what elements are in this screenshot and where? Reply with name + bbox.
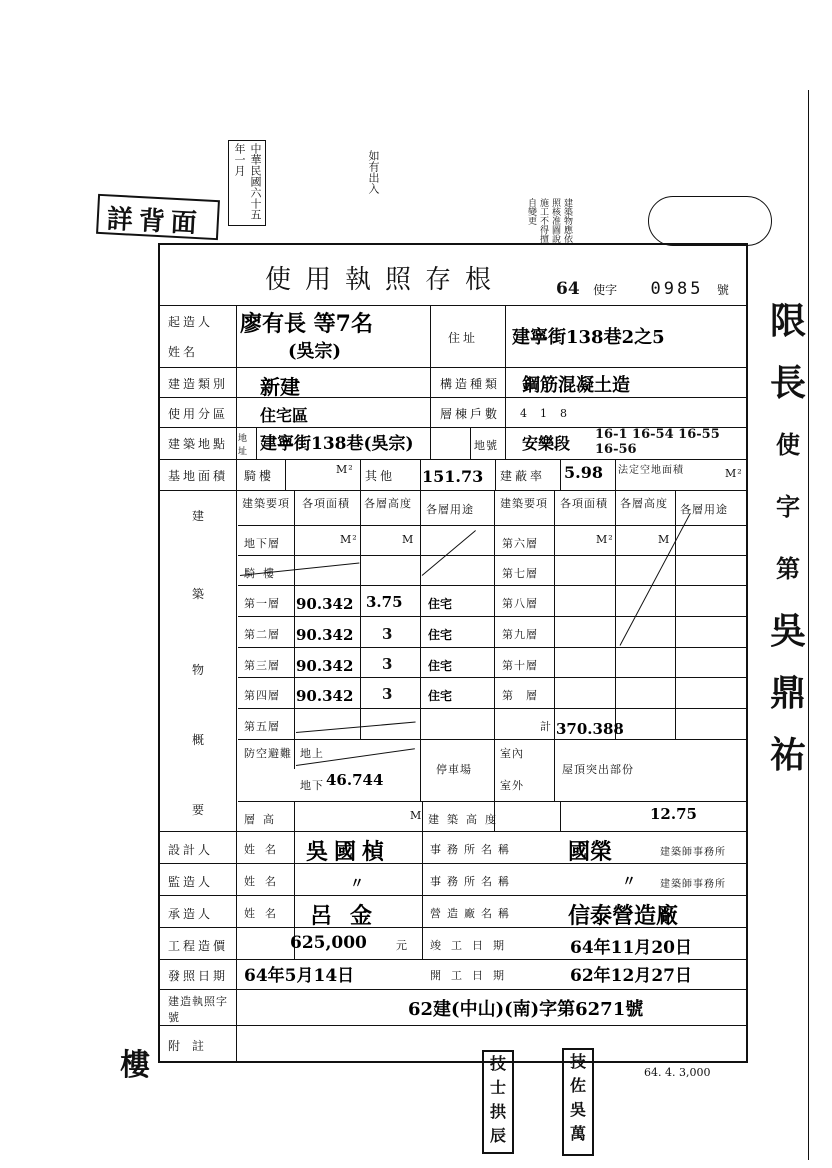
col-area-2: 各項面積 [560, 497, 608, 510]
floor1-area: 90.342 [296, 595, 354, 613]
number-suffix: 號 [716, 283, 729, 297]
top-note-left [228, 140, 266, 226]
floor-4: 第四層 [244, 689, 280, 702]
right-margin-text [758, 290, 818, 786]
unit-m2-r1: M² [340, 533, 358, 546]
label-legal-open: 法定空地面積 [618, 465, 684, 476]
unit-m2-arcade: M² [336, 463, 354, 476]
base-area: 151.73 [422, 467, 484, 486]
unit-m-storey: M [410, 809, 423, 822]
stamp-2-line-1: 技佐 [569, 1052, 586, 1095]
label-supervisor-office: 事務所名稱 [430, 875, 515, 888]
building-type: 新建 [260, 375, 300, 399]
label-building-height: 建築高度 [428, 813, 504, 826]
label-coverage: 建蔽率 [500, 469, 546, 483]
permit-form [158, 243, 748, 1063]
unit-m2-legal: M² [725, 467, 743, 480]
label-site-addr: 地址 [238, 434, 249, 457]
label-base-area: 基地面積 [168, 469, 229, 483]
stamp-1-line-1: 技士 [489, 1054, 506, 1097]
floor-n: 第 層 [502, 689, 538, 702]
start-date: 62年12月27日 [570, 966, 692, 986]
bottom-stamp-1 [482, 1050, 514, 1154]
arch-office-2: 建築師事務所 [660, 879, 726, 890]
unit-m-r1: M [402, 533, 415, 546]
floor3-height: 3 [382, 655, 393, 673]
floor1-use: 住宅 [428, 597, 453, 611]
supervisor-office: 〃 [622, 874, 636, 890]
contractor-name: 呂金 [310, 903, 391, 929]
floors-units: 4 1 8 [520, 407, 568, 420]
permit-no: 62建(中山)(南)字第6271號 [408, 999, 644, 1020]
floor-10: 第十層 [502, 659, 538, 672]
label-completion: 竣工日期 [430, 939, 514, 952]
label-supervisor-name: 姓名 [244, 875, 286, 888]
floor-2: 第二層 [244, 628, 280, 641]
right-char-1: 限 [769, 300, 806, 342]
label-outdoor: 室外 [500, 779, 524, 792]
label-permit-no: 建造執照字號 [168, 995, 228, 1024]
floor4-area: 90.342 [296, 687, 354, 705]
top-note-right-text: 如有出入 [367, 150, 380, 194]
coverage: 5.98 [564, 463, 603, 482]
floor-7: 第七層 [502, 567, 538, 580]
builder-name-2: (吳宗) [288, 341, 342, 362]
floor3-area: 90.342 [296, 657, 354, 675]
right-char-3: 使 [776, 430, 800, 459]
contractor-factory: 信泰營造廠 [568, 903, 679, 929]
building-height: 12.75 [650, 805, 697, 823]
label-designer-name: 姓名 [244, 843, 286, 856]
form-number [556, 279, 729, 299]
floor2-area: 90.342 [296, 626, 354, 644]
floor4-use: 住宅 [428, 689, 453, 703]
label-below: 地下 [300, 779, 324, 792]
label-use-zone: 使用分區 [168, 407, 229, 421]
right-top-note-2: 施工不得擅自變更 [526, 198, 548, 243]
label-building-type: 建造類別 [168, 377, 229, 391]
right-char-7: 鼎 [769, 672, 806, 714]
total-area: 370.388 [556, 720, 624, 738]
floor4-height: 3 [382, 685, 393, 703]
top-note-right [365, 150, 381, 220]
label-other: 其他 [365, 469, 396, 483]
unit-m-r1b: M [658, 533, 671, 546]
label-indoor: 室內 [500, 747, 524, 760]
right-char-6: 吳 [769, 610, 806, 652]
designer-office: 國榮 [568, 839, 613, 865]
label-name: 姓名 [168, 345, 199, 359]
label-issue-date: 發照日期 [168, 969, 229, 983]
unit-yuan: 元 [396, 939, 408, 952]
floor-arcade: 騎樓 [244, 567, 282, 580]
stamp-2-line-2: 吳萬 [569, 1100, 586, 1143]
floor-9: 第九層 [502, 628, 538, 641]
label-designer-office: 事務所名稱 [430, 843, 515, 856]
use-zone: 住宅區 [260, 406, 309, 425]
label-building-summary-4: 概 [192, 733, 208, 747]
below-area: 46.744 [326, 771, 384, 789]
issue-date: 64年5月14日 [244, 966, 355, 986]
col-height: 各層高度 [364, 497, 412, 510]
col-item: 建築要項 [242, 497, 290, 510]
left-margin-mark: 樓 [120, 1048, 150, 1083]
label-site-lot: 地號 [474, 439, 498, 452]
right-char-8: 祐 [769, 734, 806, 776]
label-builder: 起造人 [168, 315, 214, 329]
label-contractor-factory: 營造廠名稱 [430, 907, 515, 920]
label-building-summary-3: 物 [192, 663, 208, 677]
detail-back-text: 詳背面 [106, 204, 204, 240]
label-address: 住址 [448, 331, 479, 345]
col-use-2: 各層用途 [680, 503, 728, 516]
col-area: 各項面積 [302, 497, 350, 510]
label-building-summary-2: 築 [192, 587, 208, 601]
floor-3: 第三層 [244, 659, 280, 672]
unit-m2-r1b: M² [596, 533, 614, 546]
right-top-note [525, 198, 573, 246]
floor1-height: 3.75 [366, 593, 403, 611]
right-char-2: 長 [769, 362, 806, 404]
label-building-summary-1: 建 [192, 509, 208, 523]
label-contractor-name: 姓名 [244, 907, 286, 920]
right-top-oval [648, 196, 772, 246]
label-building-summary-5: 要 [192, 803, 208, 817]
right-char-4: 字 [776, 492, 800, 521]
floor-5: 第五層 [244, 720, 280, 733]
print-code: 64. 4. 3,000 [644, 1066, 711, 1079]
site-address: 建寧街138巷(吳宗) [260, 434, 414, 454]
structure-type: 鋼筋混凝土造 [522, 375, 630, 396]
number-prefix: 64 [556, 279, 580, 299]
label-contractor: 承造人 [168, 907, 214, 921]
right-char-5: 第 [776, 554, 800, 583]
label-arcade: 騎樓 [244, 469, 275, 483]
col-height-2: 各層高度 [620, 497, 668, 510]
floor-6: 第六層 [502, 537, 538, 550]
top-note-left-text: 中華民國六十五年一月 [233, 143, 262, 220]
label-storey-height: 層高 [244, 813, 282, 826]
bottom-stamp-2 [562, 1048, 594, 1156]
label-remarks: 附註 [168, 1039, 217, 1053]
label-supervisor: 監造人 [168, 875, 214, 889]
detail-back-stamp [96, 194, 220, 240]
label-above: 地上 [300, 747, 324, 760]
lot-numbers: 16-1 16-54 16-55 16-56 [595, 427, 720, 457]
label-civil-defense: 防空避難 [244, 747, 292, 760]
supervisor-name: 〃 [350, 876, 364, 892]
permit-number: 0985 [650, 279, 704, 299]
site-lot: 安樂段 [522, 434, 571, 453]
label-structure-type: 構造種類 [440, 377, 501, 391]
label-cost: 工程造價 [168, 939, 229, 953]
col-item-2: 建築要項 [500, 497, 548, 510]
label-floors-units: 層棟戶數 [440, 407, 501, 421]
builder-address: 建寧街138巷2之5 [512, 327, 665, 348]
floor-total: 計 [540, 720, 552, 733]
floor2-height: 3 [382, 625, 393, 643]
completion-date: 64年11月20日 [570, 938, 692, 958]
floor-8: 第八層 [502, 597, 538, 610]
form-title: 使用執照存根 [265, 265, 506, 295]
label-start-date: 開工日期 [430, 969, 514, 982]
floor-basement: 地下層 [244, 537, 280, 550]
col-use: 各層用途 [426, 503, 474, 516]
number-mid: 使字 [593, 283, 618, 297]
builder-name: 廖有長 等7名 [240, 311, 373, 337]
designer-name: 吳國楨 [306, 839, 391, 865]
right-top-note-1: 建築物應依照核准圖說 [550, 198, 572, 243]
floor2-use: 住宅 [428, 628, 453, 642]
floor3-use: 住宅 [428, 659, 453, 673]
label-parking: 停車場 [436, 763, 472, 776]
stamp-1-line-2: 拱辰 [489, 1102, 506, 1145]
arch-office-1: 建築師事務所 [660, 847, 726, 858]
floor-1: 第一層 [244, 597, 280, 610]
label-designer: 設計人 [168, 843, 214, 857]
label-roof: 屋頂突出部份 [562, 763, 634, 776]
cost: 625,000 [290, 933, 367, 953]
label-site: 建築地點 [168, 437, 229, 451]
